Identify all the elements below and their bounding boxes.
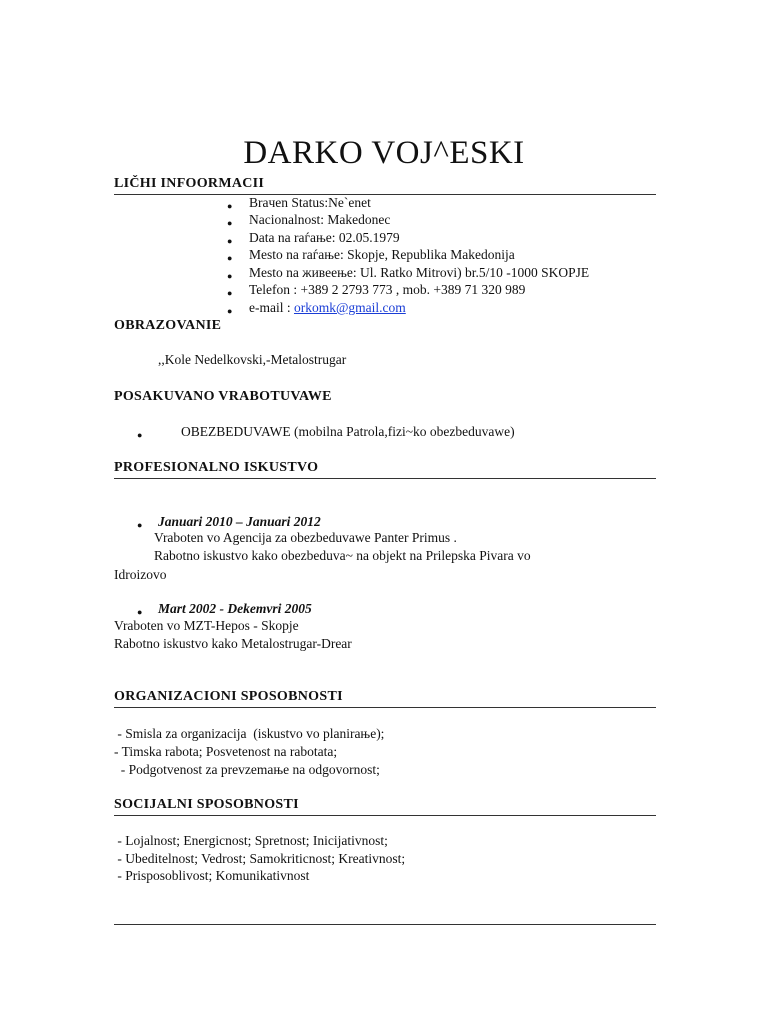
skill-line: - Ubeditelnost; Vedrost; Samokriticnost; Kreativnost; bbox=[114, 851, 406, 866]
email-row bbox=[249, 300, 406, 316]
section-heading-education: OBRAZOVANIE bbox=[114, 318, 222, 333]
list-item: Nacionalnost: Makedonec bbox=[249, 212, 391, 227]
job-period: Mart 2002 - Dekemvri 2005 bbox=[158, 601, 312, 616]
bullet-icon: ● bbox=[227, 236, 233, 246]
section-heading-experience: PROFESIONALNO ISKUSTVO bbox=[114, 460, 319, 475]
bullet-icon: ● bbox=[227, 201, 233, 211]
job-description: Rabotno iskustvo kako Metalostrugar-Drear bbox=[114, 636, 352, 651]
bullet-icon: ● bbox=[137, 430, 143, 440]
bullet-icon: ● bbox=[227, 218, 233, 228]
job-employer: Vraboten vo MZT-Hepos - Skopje bbox=[114, 618, 299, 633]
bullet-icon: ● bbox=[137, 607, 143, 617]
job-description-continued: Idroizovo bbox=[114, 567, 167, 582]
section-divider bbox=[114, 478, 656, 479]
list-item: Mesto na raѓање: Skopje, Republika Makedonija bbox=[249, 247, 515, 262]
section-heading-social: SOCIJALNI SPOSOBNOSTI bbox=[114, 797, 299, 812]
cv-name: DARKO VOJ^ESKI bbox=[243, 135, 525, 171]
bullet-icon: ● bbox=[227, 253, 233, 263]
job-employer: Vraboten vo Agencija za obezbeduvawe Panter Primus . bbox=[154, 530, 457, 545]
section-divider bbox=[114, 815, 656, 816]
section-heading-wanted: POSAKUVANO VRABOTUVAWE bbox=[114, 389, 332, 404]
footer-divider bbox=[114, 924, 656, 925]
skill-line: - Lojalnost; Energicnost; Spretnost; Inicijativnost; bbox=[114, 833, 388, 848]
bullet-icon: ● bbox=[227, 271, 233, 281]
section-heading-organizational: ORGANIZACIONI SPOSOBNOSTI bbox=[114, 689, 343, 704]
email-label: e-mail : bbox=[249, 300, 294, 315]
skill-line: - Timska rabota; Posvetenost na rabotata; bbox=[114, 744, 338, 759]
list-item: Telefon : +389 2 2793 773 , mob. +389 71 320 989 bbox=[249, 282, 526, 297]
skill-line: - Prisposoblivost; Komunikativnost bbox=[114, 868, 310, 883]
list-item: Mesto na живеење: Ul. Ratko Mitrovi) br.5/10 -1000 SKOPJE bbox=[249, 265, 590, 280]
section-divider bbox=[114, 194, 656, 195]
job-period: Januari 2010 – Januari 2012 bbox=[158, 514, 321, 529]
bullet-icon: ● bbox=[227, 288, 233, 298]
section-divider bbox=[114, 707, 656, 708]
list-item: Data na raѓање: 02.05.1979 bbox=[249, 230, 400, 245]
list-item: Braчen Status:Ne`enet bbox=[249, 195, 371, 210]
job-description: Rabotno iskustvo kako obezbeduva~ na objekt na Prilepska Pivara vo bbox=[154, 548, 531, 563]
bullet-icon: ● bbox=[137, 520, 143, 530]
email-link[interactable]: orkomk@gmail.com bbox=[293, 300, 406, 315]
skill-line: - Smisla za organizacija (iskustvo vo planiraње); bbox=[114, 726, 385, 741]
section-heading-personal: LIČHI INFOORMACII bbox=[114, 176, 265, 191]
education-entry: ,,Kole Nedelkovski,-Metalostrugar bbox=[158, 352, 347, 367]
wanted-position: OBEZBEDUVAWE (mobilna Patrola,fizi~ko obezbeduvawe) bbox=[181, 424, 515, 439]
skill-line: - Podgotvenost za prevzemaње na odgovornost; bbox=[114, 762, 380, 777]
bullet-icon: ● bbox=[227, 306, 233, 316]
